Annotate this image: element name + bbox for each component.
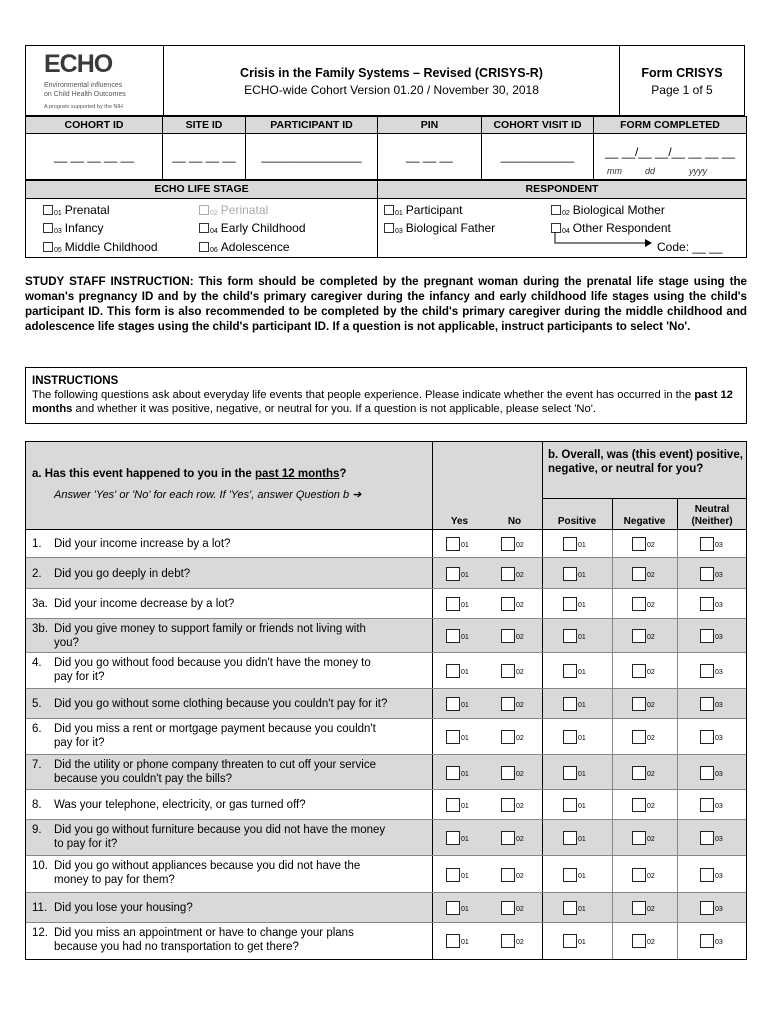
question-text: 4. Did you go without food because you didn't have the money to pay for it? bbox=[32, 657, 371, 683]
respondent-other[interactable]: 04 Other Respondent bbox=[551, 221, 671, 235]
yes-checkbox[interactable] bbox=[446, 730, 460, 744]
yes-code: 01 bbox=[461, 836, 469, 843]
positive-column-header: Positive bbox=[557, 516, 597, 527]
life-stage-adolescence[interactable]: 06 Adolescence bbox=[199, 240, 290, 254]
positive-code: 01 bbox=[578, 771, 586, 778]
question-text: 6. Did you miss a rent or mortgage payment because you couldn't pay for it? bbox=[32, 723, 376, 749]
negative-code: 02 bbox=[647, 771, 655, 778]
staff-instruction: STUDY STAFF INSTRUCTION: This form should be completed by the pregnant woman during the prenatal life stage using the woman's pregnancy ID and by the child's primary caregiver during the infancy and early childhood life stages using the child's participant ID. This form is also recommended to be completed by the child's primary caregiver during the middle childhood and adolescence life stages using the child's participant ID. If a question is not applicable, instruct participants to select 'No'. bbox=[25, 275, 747, 333]
no-code: 02 bbox=[516, 542, 524, 549]
negative-code: 02 bbox=[647, 735, 655, 742]
question-text: 7. Did the utility or phone company threaten to cut off your service because you couldn't pay the bills? bbox=[32, 759, 376, 785]
question-a-heading: a. Has this event happened to you in the past 12 months? bbox=[32, 468, 347, 480]
neutral-checkbox[interactable] bbox=[700, 664, 714, 678]
no-checkbox[interactable] bbox=[501, 901, 515, 915]
positive-checkbox[interactable] bbox=[563, 537, 577, 551]
neutral-column-header: Neutral (Neither) bbox=[691, 504, 733, 527]
negative-checkbox[interactable] bbox=[632, 798, 646, 812]
positive-checkbox[interactable] bbox=[563, 567, 577, 581]
yes-code: 01 bbox=[461, 702, 469, 709]
positive-code: 01 bbox=[578, 735, 586, 742]
negative-code: 02 bbox=[647, 602, 655, 609]
negative-code: 02 bbox=[647, 803, 655, 810]
negative-code: 02 bbox=[647, 634, 655, 641]
question-text: 3b. Did you give money to support family or friends not living with you? bbox=[32, 623, 366, 649]
question-row bbox=[26, 689, 746, 719]
neutral-code: 03 bbox=[715, 735, 723, 742]
question-text: 12. Did you miss an appointment or have to change your plans because you had no transportation to get there? bbox=[32, 927, 354, 953]
neutral-checkbox[interactable] bbox=[700, 766, 714, 780]
question-a-subtext: Answer 'Yes' or 'No' for each row. If 'Yes', answer Question b ➔ bbox=[54, 489, 362, 501]
site-id-label: SITE ID bbox=[162, 116, 246, 134]
positive-checkbox[interactable] bbox=[563, 868, 577, 882]
yes-code: 01 bbox=[461, 542, 469, 549]
pin-label: PIN bbox=[377, 116, 482, 134]
no-checkbox[interactable] bbox=[501, 567, 515, 581]
question-text: 11. Did you lose your housing? bbox=[32, 902, 193, 914]
question-row bbox=[26, 589, 746, 619]
positive-checkbox[interactable] bbox=[563, 597, 577, 611]
no-checkbox[interactable] bbox=[501, 798, 515, 812]
positive-checkbox[interactable] bbox=[563, 730, 577, 744]
question-row bbox=[26, 619, 746, 653]
negative-checkbox[interactable] bbox=[632, 567, 646, 581]
positive-checkbox[interactable] bbox=[563, 798, 577, 812]
positive-checkbox[interactable] bbox=[563, 831, 577, 845]
respondent-heading: RESPONDENT bbox=[377, 180, 747, 199]
no-code: 02 bbox=[516, 634, 524, 641]
question-text: 2. Did you go deeply in debt? bbox=[32, 568, 191, 580]
question-row bbox=[26, 755, 746, 790]
positive-code: 01 bbox=[578, 873, 586, 880]
positive-checkbox[interactable] bbox=[563, 934, 577, 948]
life-stage-heading: ECHO LIFE STAGE bbox=[25, 180, 378, 199]
no-checkbox[interactable] bbox=[501, 697, 515, 711]
neutral-checkbox[interactable] bbox=[700, 567, 714, 581]
positive-code: 01 bbox=[578, 542, 586, 549]
question-text: 10. Did you go without appliances because you did not have the money to pay for them? bbox=[32, 860, 361, 886]
life-stage-prenatal[interactable]: 01 Prenatal bbox=[43, 203, 110, 217]
question-text: 9. Did you go without furniture because you did not have the money to pay for it? bbox=[32, 824, 386, 850]
no-checkbox[interactable] bbox=[501, 597, 515, 611]
neutral-code: 03 bbox=[715, 803, 723, 810]
no-code: 02 bbox=[516, 873, 524, 880]
yes-checkbox[interactable] bbox=[446, 868, 460, 882]
negative-checkbox[interactable] bbox=[632, 868, 646, 882]
neutral-code: 03 bbox=[715, 669, 723, 676]
no-code: 02 bbox=[516, 702, 524, 709]
questions-table-header bbox=[26, 442, 746, 530]
neutral-checkbox[interactable] bbox=[700, 537, 714, 551]
cohort-id-label: COHORT ID bbox=[25, 116, 163, 134]
question-text: 1. Did your income increase by a lot? bbox=[32, 538, 231, 550]
question-text: 5. Did you go without some clothing because you couldn't pay for it? bbox=[32, 698, 388, 710]
date-dd-hint: dd bbox=[645, 166, 656, 176]
no-checkbox[interactable] bbox=[501, 537, 515, 551]
yes-checkbox[interactable] bbox=[446, 597, 460, 611]
no-code: 02 bbox=[516, 669, 524, 676]
question-b-heading: b. Overall, was (this event) positive, negative, or neutral for you? bbox=[548, 449, 743, 475]
yes-code: 01 bbox=[461, 669, 469, 676]
no-code: 02 bbox=[516, 906, 524, 913]
negative-checkbox[interactable] bbox=[632, 766, 646, 780]
form-completed-label: FORM COMPLETED bbox=[593, 116, 747, 134]
logo-subtitle-line2: on Child Health Outcomes bbox=[44, 91, 126, 98]
neutral-checkbox[interactable] bbox=[700, 831, 714, 845]
logo-wordmark: ECHO bbox=[44, 50, 113, 78]
negative-code: 02 bbox=[647, 702, 655, 709]
neutral-checkbox[interactable] bbox=[700, 697, 714, 711]
echo-logo bbox=[26, 46, 164, 115]
yes-checkbox[interactable] bbox=[446, 567, 460, 581]
yes-checkbox[interactable] bbox=[446, 901, 460, 915]
no-code: 02 bbox=[516, 939, 524, 946]
question-text: 8. Was your telephone, electricity, or gas turned off? bbox=[32, 799, 306, 811]
negative-checkbox[interactable] bbox=[632, 629, 646, 643]
neutral-code: 03 bbox=[715, 602, 723, 609]
negative-code: 02 bbox=[647, 572, 655, 579]
neutral-code: 03 bbox=[715, 634, 723, 641]
positive-code: 01 bbox=[578, 602, 586, 609]
question-row bbox=[26, 558, 746, 589]
neutral-checkbox[interactable] bbox=[700, 901, 714, 915]
yes-code: 01 bbox=[461, 602, 469, 609]
neutral-checkbox[interactable] bbox=[700, 934, 714, 948]
cohort-visit-id-label: COHORT VISIT ID bbox=[481, 116, 594, 134]
yes-code: 01 bbox=[461, 771, 469, 778]
yes-code: 01 bbox=[461, 572, 469, 579]
positive-checkbox[interactable] bbox=[563, 629, 577, 643]
pin-field[interactable]: __ __ __ bbox=[377, 134, 482, 180]
life-stage-early-childhood[interactable]: 04 Early Childhood bbox=[199, 221, 306, 235]
positive-checkbox[interactable] bbox=[563, 697, 577, 711]
code-arrow-icon bbox=[553, 232, 653, 248]
respondent-code-field[interactable]: Code: __ __ bbox=[657, 240, 723, 254]
neutral-code: 03 bbox=[715, 873, 723, 880]
cohort-visit-id-field[interactable]: ___________ bbox=[481, 134, 594, 180]
no-checkbox[interactable] bbox=[501, 868, 515, 882]
question-row bbox=[26, 530, 746, 558]
negative-code: 02 bbox=[647, 939, 655, 946]
question-row bbox=[26, 790, 746, 820]
negative-code: 02 bbox=[647, 669, 655, 676]
negative-checkbox[interactable] bbox=[632, 664, 646, 678]
participant-id-label: PARTICIPANT ID bbox=[245, 116, 378, 134]
form-completed-field[interactable]: __ __/__ __/__ __ __ __ bbox=[593, 134, 747, 180]
cohort-id-field[interactable]: __ __ __ __ __ bbox=[25, 134, 163, 180]
no-column-header: No bbox=[507, 516, 522, 527]
no-code: 02 bbox=[516, 771, 524, 778]
negative-checkbox[interactable] bbox=[632, 537, 646, 551]
positive-checkbox[interactable] bbox=[563, 664, 577, 678]
neutral-code: 03 bbox=[715, 939, 723, 946]
positive-code: 01 bbox=[578, 669, 586, 676]
form-version: ECHO-wide Cohort Version 01.20 / November 30, 2018 bbox=[244, 83, 539, 97]
yes-code: 01 bbox=[461, 873, 469, 880]
date-mm-hint: mm bbox=[607, 166, 622, 176]
positive-checkbox[interactable] bbox=[563, 901, 577, 915]
yes-code: 01 bbox=[461, 735, 469, 742]
form-header bbox=[25, 45, 745, 116]
neutral-code: 03 bbox=[715, 771, 723, 778]
no-code: 02 bbox=[516, 803, 524, 810]
neutral-checkbox[interactable] bbox=[700, 868, 714, 882]
neutral-checkbox[interactable] bbox=[700, 798, 714, 812]
negative-code: 02 bbox=[647, 836, 655, 843]
no-code: 02 bbox=[516, 735, 524, 742]
instructions-text: The following questions ask about everyday life events that people experience. Please indicate whether the event has occurred in the past 12 months and whether it was positive, negative, or neutral for you. If a question is not applicable, please select 'No'. bbox=[32, 389, 733, 415]
no-checkbox[interactable] bbox=[501, 664, 515, 678]
form-title: Crisis in the Family Systems – Revised (CRISYS-R) bbox=[240, 66, 543, 80]
negative-checkbox[interactable] bbox=[632, 901, 646, 915]
question-row bbox=[26, 856, 746, 893]
negative-checkbox[interactable] bbox=[632, 730, 646, 744]
neutral-code: 03 bbox=[715, 542, 723, 549]
negative-checkbox[interactable] bbox=[632, 597, 646, 611]
site-id-field[interactable]: __ __ __ __ bbox=[162, 134, 246, 180]
negative-code: 02 bbox=[647, 873, 655, 880]
neutral-code: 03 bbox=[715, 836, 723, 843]
date-yyyy-hint: yyyy bbox=[689, 166, 707, 176]
logo-nih-note: A program supported by the NIH bbox=[44, 104, 123, 110]
negative-column-header: Negative bbox=[623, 516, 666, 527]
instructions-box bbox=[25, 367, 747, 424]
question-row bbox=[26, 820, 746, 856]
yes-code: 01 bbox=[461, 906, 469, 913]
neutral-code: 03 bbox=[715, 572, 723, 579]
form-name: Form CRISYS bbox=[641, 66, 723, 80]
life-stage-middle-childhood[interactable]: 05 Middle Childhood bbox=[43, 240, 158, 254]
life-stage-perinatal[interactable]: 02 Perinatal bbox=[199, 203, 268, 217]
respondent-participant[interactable]: 01 Participant bbox=[384, 203, 463, 217]
negative-checkbox[interactable] bbox=[632, 831, 646, 845]
form-id-block bbox=[620, 46, 744, 115]
question-row bbox=[26, 923, 746, 959]
positive-checkbox[interactable] bbox=[563, 766, 577, 780]
question-row bbox=[26, 893, 746, 923]
no-checkbox[interactable] bbox=[501, 766, 515, 780]
yes-checkbox[interactable] bbox=[446, 831, 460, 845]
respondent-biological-mother[interactable]: 02 Biological Mother bbox=[551, 203, 665, 217]
questions-table bbox=[25, 441, 747, 960]
yes-checkbox[interactable] bbox=[446, 664, 460, 678]
no-checkbox[interactable] bbox=[501, 831, 515, 845]
neutral-code: 03 bbox=[715, 906, 723, 913]
positive-code: 01 bbox=[578, 836, 586, 843]
yes-column-header: Yes bbox=[450, 516, 469, 527]
logo-subtitle bbox=[44, 81, 159, 99]
yes-checkbox[interactable] bbox=[446, 697, 460, 711]
neutral-code: 03 bbox=[715, 702, 723, 709]
title-block bbox=[164, 46, 620, 115]
no-code: 02 bbox=[516, 602, 524, 609]
positive-code: 01 bbox=[578, 572, 586, 579]
no-code: 02 bbox=[516, 836, 524, 843]
question-row bbox=[26, 653, 746, 689]
positive-code: 01 bbox=[578, 906, 586, 913]
no-code: 02 bbox=[516, 572, 524, 579]
instructions-title: INSTRUCTIONS bbox=[32, 375, 119, 387]
positive-code: 01 bbox=[578, 634, 586, 641]
yes-checkbox[interactable] bbox=[446, 934, 460, 948]
negative-code: 02 bbox=[647, 906, 655, 913]
negative-checkbox[interactable] bbox=[632, 934, 646, 948]
positive-code: 01 bbox=[578, 939, 586, 946]
yes-checkbox[interactable] bbox=[446, 537, 460, 551]
positive-code: 01 bbox=[578, 702, 586, 709]
yes-checkbox[interactable] bbox=[446, 798, 460, 812]
question-row bbox=[26, 719, 746, 755]
negative-checkbox[interactable] bbox=[632, 697, 646, 711]
participant-id-field[interactable]: _______________ bbox=[245, 134, 378, 180]
negative-code: 02 bbox=[647, 542, 655, 549]
no-checkbox[interactable] bbox=[501, 730, 515, 744]
life-stage-infancy[interactable]: 03 Infancy bbox=[43, 221, 104, 235]
yes-code: 01 bbox=[461, 803, 469, 810]
no-checkbox[interactable] bbox=[501, 629, 515, 643]
yes-checkbox[interactable] bbox=[446, 629, 460, 643]
respondent-biological-father[interactable]: 03 Biological Father bbox=[384, 221, 495, 235]
question-rows bbox=[26, 530, 746, 959]
yes-checkbox[interactable] bbox=[446, 766, 460, 780]
yes-code: 01 bbox=[461, 634, 469, 641]
positive-code: 01 bbox=[578, 803, 586, 810]
neutral-checkbox[interactable] bbox=[700, 597, 714, 611]
page-number: Page 1 of 5 bbox=[651, 83, 713, 97]
logo-subtitle-line1: Environmental influences bbox=[44, 82, 123, 89]
question-text: 3a. Did your income decrease by a lot? bbox=[32, 598, 235, 610]
neutral-checkbox[interactable] bbox=[700, 730, 714, 744]
no-checkbox[interactable] bbox=[501, 934, 515, 948]
yes-code: 01 bbox=[461, 939, 469, 946]
neutral-checkbox[interactable] bbox=[700, 629, 714, 643]
